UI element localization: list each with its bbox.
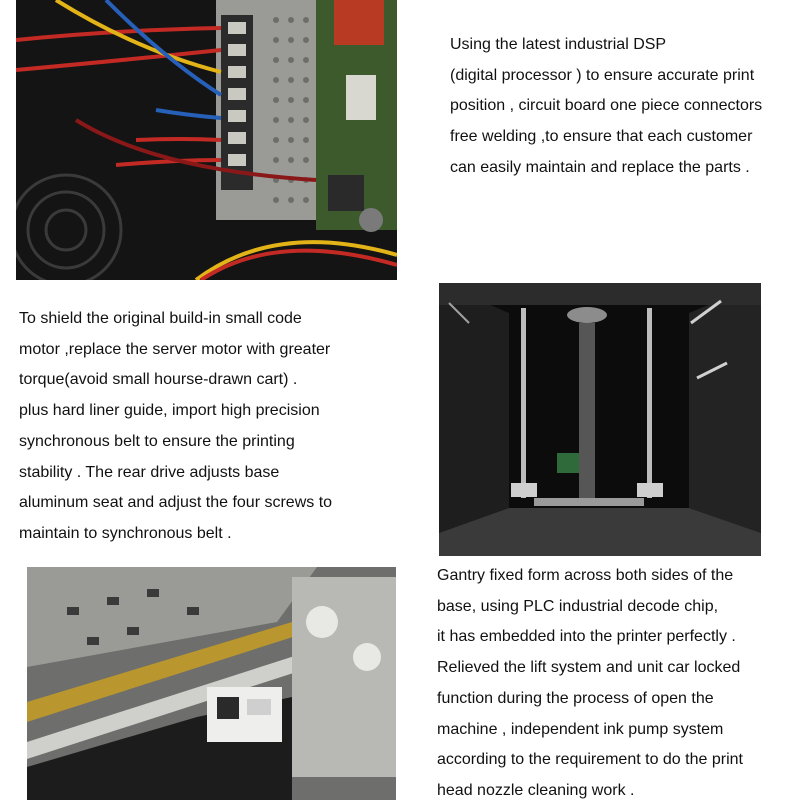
text-line: position , circuit board one piece connectors xyxy=(450,97,763,115)
text-line: (digital processor ) to ensure accurate print xyxy=(450,66,755,84)
print-head-carriage-photo xyxy=(27,567,396,800)
text-line: Gantry fixed form across both sides of the xyxy=(437,567,734,584)
circuit-board-photo xyxy=(16,0,397,280)
lift-rail-photo xyxy=(439,283,761,556)
text-line: aluminum seat and adjust the four screws to xyxy=(19,494,333,512)
motor-description xyxy=(19,304,332,550)
text-line: To shield the original build-in small code xyxy=(19,310,302,327)
text-line: it has embedded into the printer perfectly . xyxy=(437,628,736,646)
text-line: motor ,replace the server motor with greater xyxy=(19,340,331,358)
text-line: torque(avoid small hourse-drawn cart) . xyxy=(19,371,298,389)
text-line: base, using PLC industrial decode chip, xyxy=(437,597,719,615)
text-line: plus hard liner guide, import high precision xyxy=(19,402,320,420)
dsp-description xyxy=(450,30,762,184)
text-line: synchronous belt to ensure the printing xyxy=(19,432,295,450)
text-line: machine , independent ink pump system xyxy=(437,720,724,738)
text-line: can easily maintain and replace the parts . xyxy=(450,158,750,176)
text-line: free welding ,to ensure that each customer xyxy=(450,128,753,146)
text-line: head nozzle cleaning work . xyxy=(437,781,635,799)
text-line: Using the latest industrial DSP xyxy=(450,36,667,53)
gantry-description xyxy=(437,561,743,807)
text-line: stability . The rear drive adjusts base xyxy=(19,463,280,481)
text-line: Relieved the lift system and unit car locked xyxy=(437,659,741,677)
text-line: function during the process of open the xyxy=(437,689,714,707)
text-line: maintain to synchronous belt . xyxy=(19,524,232,542)
text-line: according to the requirement to do the print xyxy=(437,751,743,769)
